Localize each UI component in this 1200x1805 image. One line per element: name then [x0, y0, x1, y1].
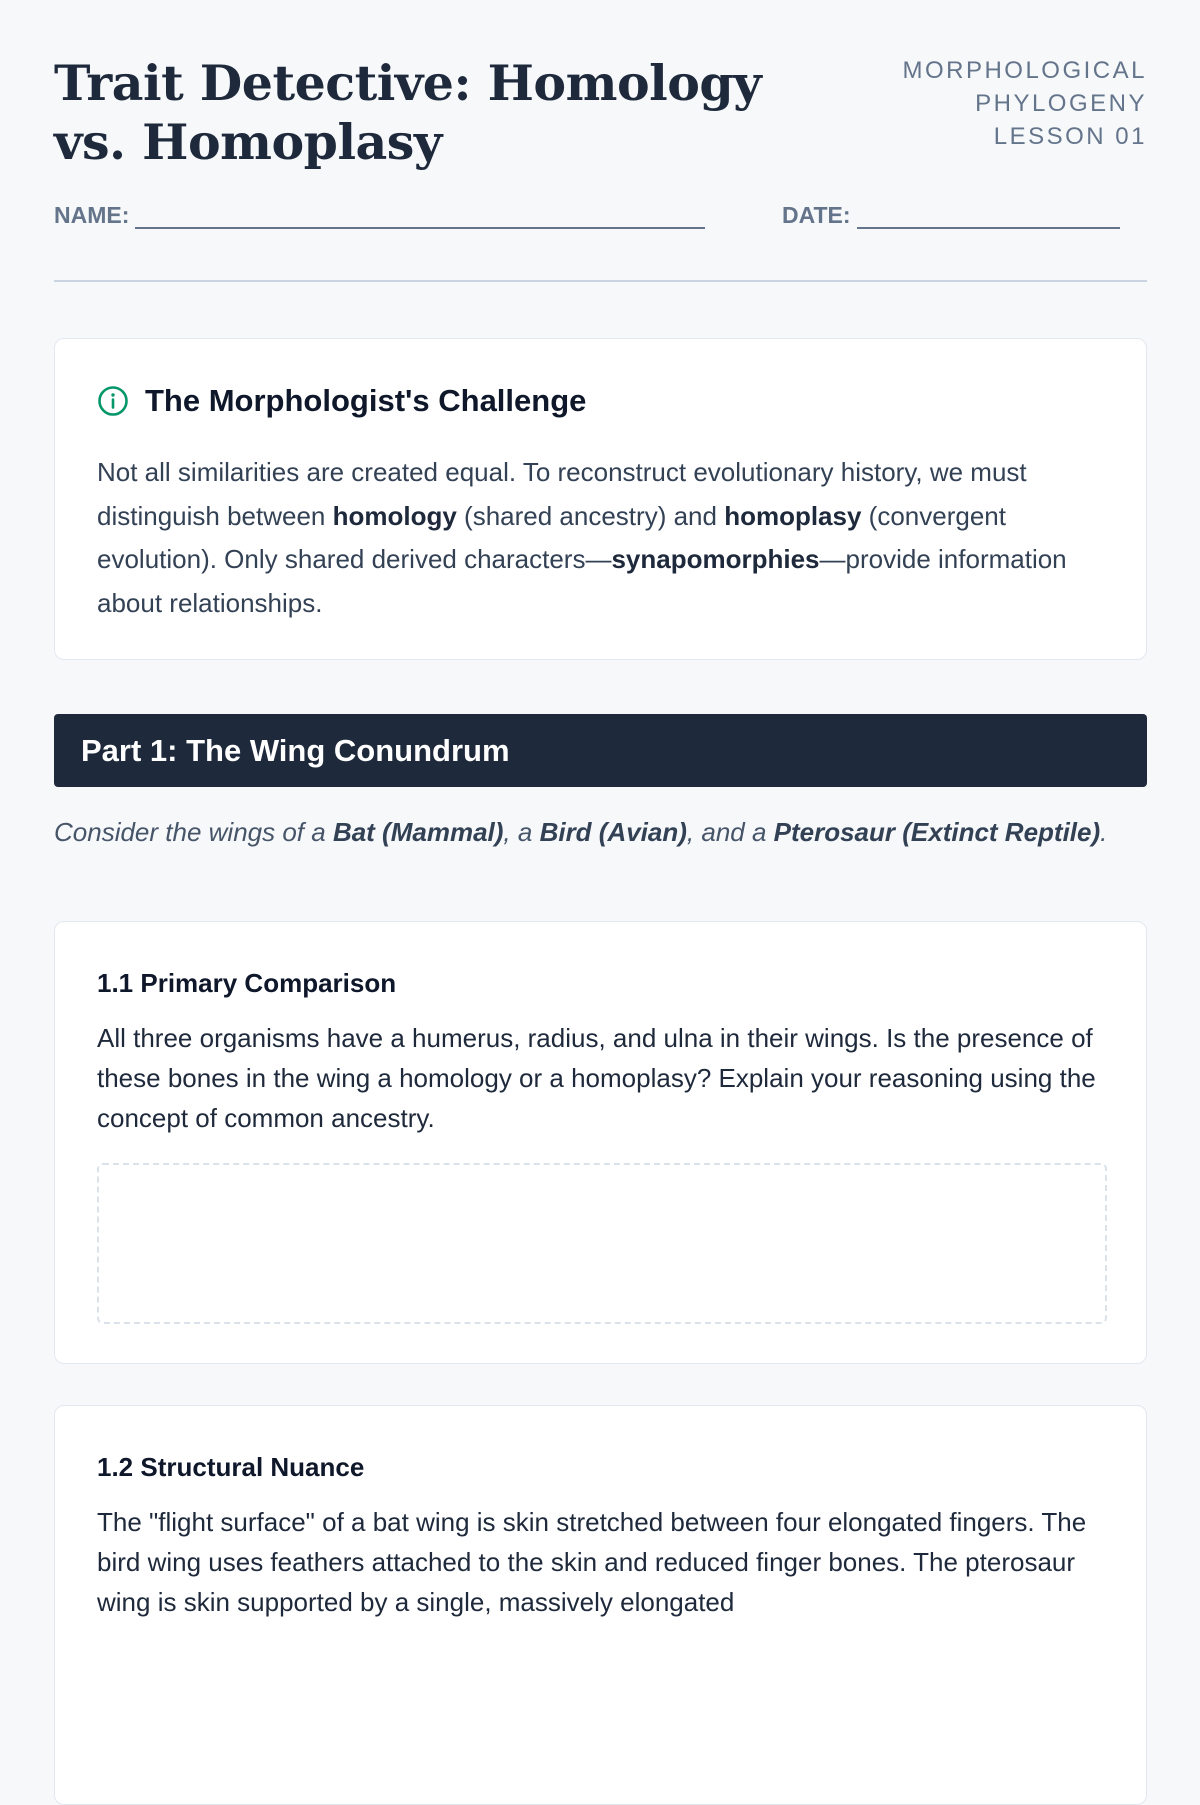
- question-title: 1.1 Primary Comparison: [97, 968, 397, 998]
- worksheet-page: [54, 0, 1147, 1617]
- question-text: The "flight surface" of a bat wing is skin stretched between four elongated fingers. The bird wing uses feathers attached to the skin and reduced finger bones. The pterosaur wing is skin supported by a single, massively elongated: [97, 1507, 1087, 1617]
- term-homoplasy: homoplasy: [724, 500, 862, 531]
- intro-text-segment: (shared ancestry) and: [456, 500, 725, 531]
- lesson-tag-line: PHYLOGENY: [975, 90, 1147, 117]
- header-divider: [54, 280, 1147, 282]
- intro-text: [97, 451, 1077, 625]
- lesson-tag-line: LESSON 01: [993, 123, 1147, 150]
- lesson-tag-line: MORPHOLOGICAL: [902, 57, 1147, 84]
- intro-text-segment: Not all similarities are created equal. To reconstruct evolutionary history, we must distinguish between: [97, 457, 1027, 531]
- student-fields: [54, 202, 1147, 232]
- intro-heading: [97, 383, 586, 419]
- part-intro-segment: , a: [503, 817, 540, 847]
- organism-bat: Bat (Mammal): [332, 817, 504, 847]
- question-text: All three organisms have a humerus, radius, and ulna in their wings. Is the presence of these bones in the wing a homology or a homoplasy? Explain your reasoning using the concept of common ancestry.: [97, 1023, 1096, 1133]
- part-intro-segment: , and a: [686, 817, 774, 847]
- question-title: 1.2 Structural Nuance: [97, 1452, 365, 1482]
- name-blank-line[interactable]: [135, 207, 705, 229]
- part-intro-segment: .: [1100, 817, 1108, 847]
- question-card: [54, 1405, 1147, 1805]
- intro-text-segment: —provide information about relationships.: [97, 544, 1067, 618]
- info-icon: [97, 385, 129, 417]
- page-title: Trait Detective: Homology vs. Homoplasy: [54, 54, 762, 171]
- name-label: NAME:: [54, 202, 130, 228]
- term-homology: homology: [332, 500, 457, 531]
- date-field[interactable]: [782, 202, 1120, 229]
- date-label: DATE:: [782, 202, 851, 228]
- term-synapomorphies: synapomorphies: [611, 544, 820, 574]
- worksheet-header: [54, 0, 1147, 284]
- organism-bird: Bird (Avian): [539, 817, 687, 847]
- question-card: [54, 921, 1147, 1364]
- part-intro-segment: Consider the wings of a: [54, 817, 333, 847]
- intro-text-segment: (convergent evolution). Only shared derived characters—: [97, 500, 1006, 574]
- name-field[interactable]: [54, 202, 705, 229]
- date-blank-line[interactable]: [857, 207, 1120, 229]
- part-1-intro: [54, 812, 1147, 852]
- intro-card: [54, 338, 1147, 660]
- lesson-tag: [867, 54, 1147, 153]
- organism-pterosaur: Pterosaur (Extinct Reptile): [773, 817, 1101, 847]
- answer-box[interactable]: [97, 1163, 1107, 1324]
- intro-title: The Morphologist's Challenge: [145, 383, 587, 418]
- part-1-banner: Part 1: The Wing Conundrum: [54, 714, 1147, 787]
